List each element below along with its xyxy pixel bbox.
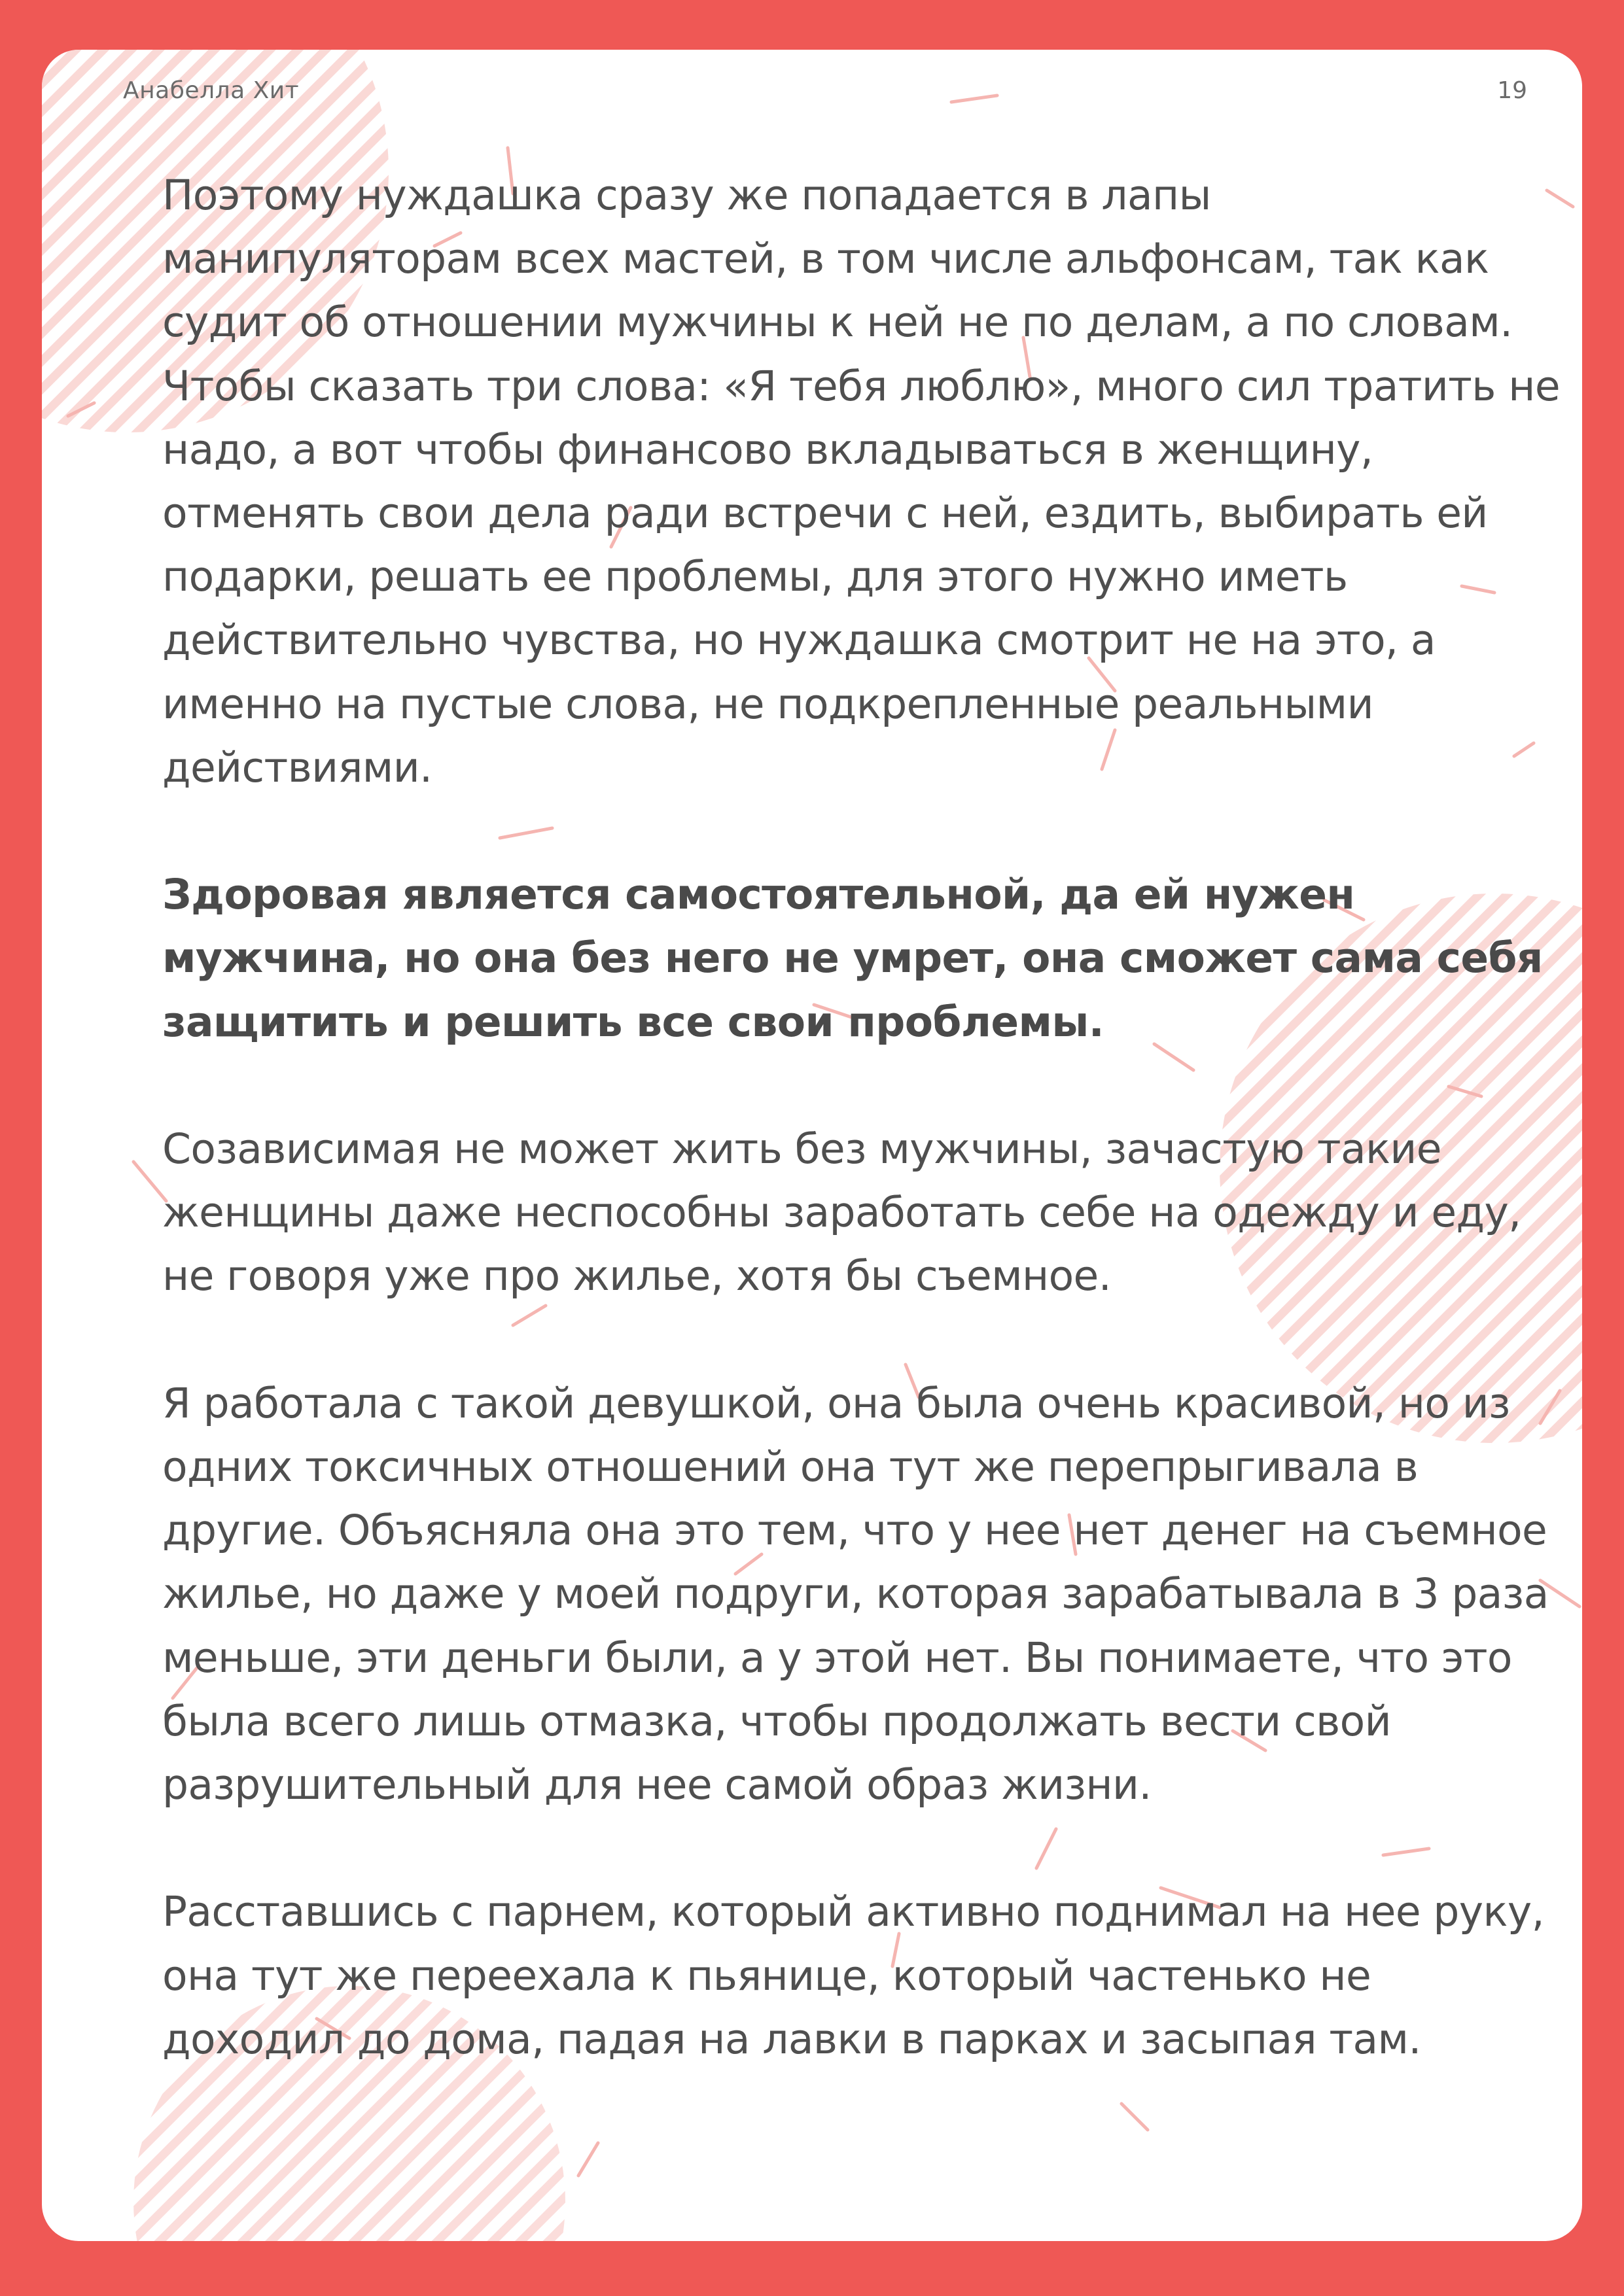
paragraph: Я работала с такой девушкой, она была очень красивой, но из одних токсичных отношений она тут же перепрыгивала в другие. Объясняла она это тем, что у нее нет денег на съемное жилье, но даже у моей подруги, которая зарабатывала в 3 раза меньше, эти деньги были, а у этой нет. Вы понимаете, что это была всего лишь отмазка, чтобы продолжать вести свой разрушительный для нее самой образ жизни. — [162, 1379, 1549, 1809]
page-number: 19 — [1497, 77, 1527, 104]
paragraph: Поэтому нуждашка сразу же попадается в лапы манипуляторам всех мастей, в том числе альфонсам, так как судит об отношении мужчины к ней не по делам, а по словам. Чтобы сказать три слова: «Я тебя люблю», много сил тратить не надо, а вот чтобы финансово вкладываться в женщину, отменять свои дела ради встречи с ней, ездить, выбирать ей подарки, решать ее проблемы, для этого нужно иметь действительно чувства, но нуждашка смотрит не на это, а именно на пустые слова, не подкрепленные реальными действиями. — [162, 171, 1560, 791]
bold-paragraph: Здоровая является самостоятельной, да ей нужен мужчина, но она без него не умрет, она сможет сама себя защитить и решить все свои проблемы. — [162, 871, 1543, 1046]
document-page — [42, 50, 1582, 2241]
paragraph: Созависимая не может жить без мужчины, зачастую такие женщины даже неспособны заработать себе на одежду и еду, не говоря уже про жилье, хотя бы съемное. — [162, 1125, 1521, 1300]
body-text — [162, 164, 1562, 2071]
paragraph: Расставшись с парнем, который активно поднимал на нее руку, она тут же переехала к пьянице, который частенько не доходил до дома, падая на лавки в парках и засыпая там. — [162, 1888, 1545, 2063]
header-author: Анабелла Хит — [123, 77, 300, 104]
